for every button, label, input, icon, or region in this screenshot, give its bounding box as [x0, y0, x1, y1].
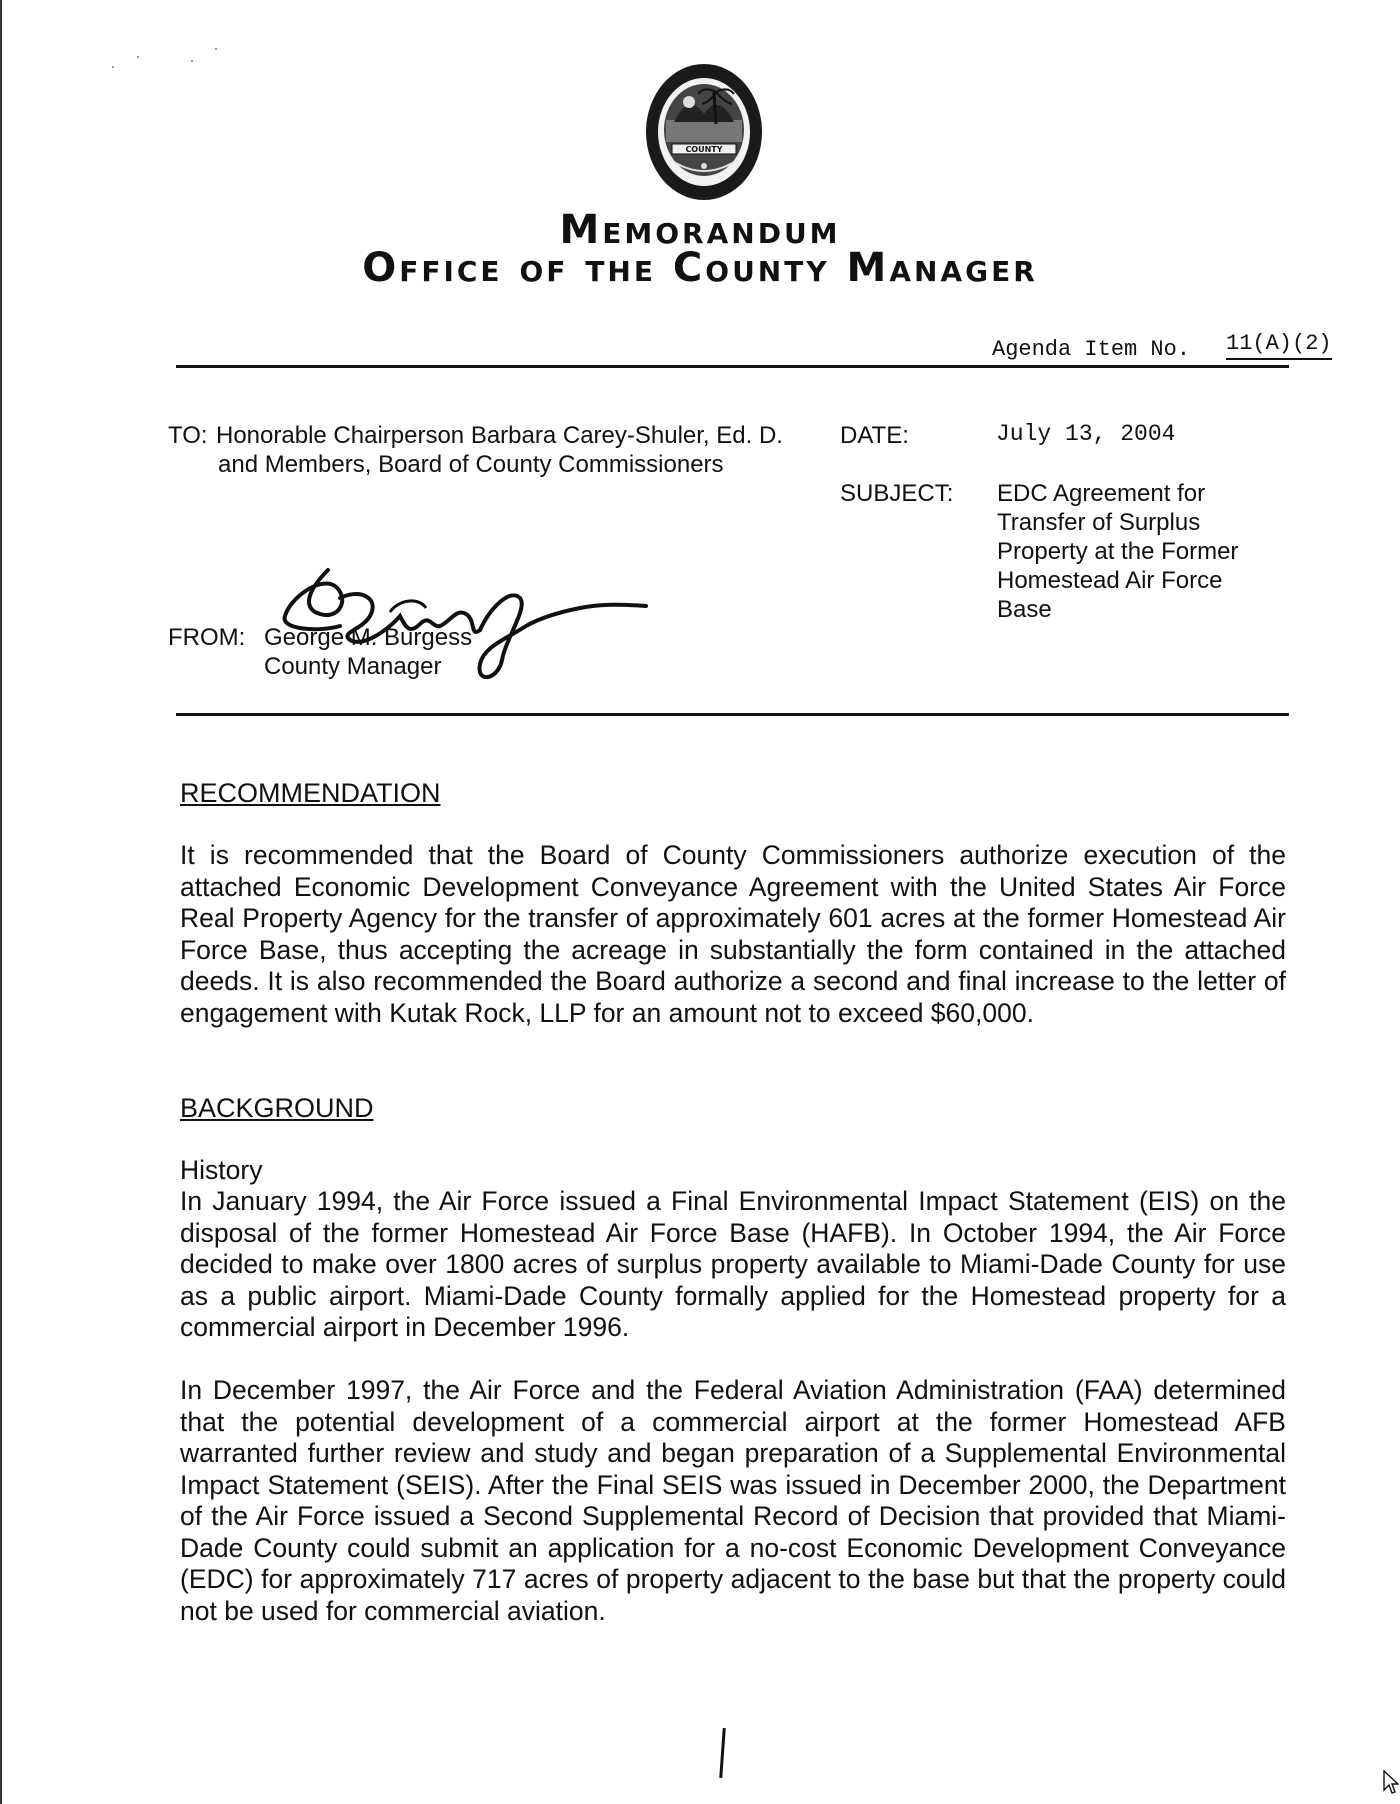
history-paragraph-2: In December 1997, the Air Force and the Federal Aviation Administration (FAA) determined that the potential development of a commercial airport at the former Homestead AFB warranted further review and study and began preparation of a Supplemental Environmental Impact Statement (SEIS). After the Final SEIS was issued in December 2000, the Department of the Air Force issued a Second Supplemental Record of Decision that provided that Miami-Dade County could submit an application for a no-cost Economic Development Conveyance (EDC) for approximately 717 acres of property adjacent to the base but that the property could not be used for commercial aviation. — [180, 1375, 1286, 1626]
handwritten-signature — [280, 568, 650, 688]
from-title: County Manager — [264, 653, 442, 680]
subject-line: Property at the Former — [997, 538, 1239, 565]
background-heading: BACKGROUND — [180, 1093, 374, 1123]
scan-speck — [215, 48, 217, 50]
subject-line: Transfer of Surplus — [997, 509, 1201, 536]
svg-text:COUNTY: COUNTY — [685, 145, 723, 154]
history-subheading: History — [180, 1155, 263, 1185]
subject-line: EDC Agreement for — [997, 480, 1206, 507]
date-label: DATE: — [840, 422, 909, 449]
recommendation-heading: RECOMMENDATION — [180, 778, 441, 808]
from-label: FROM: — [168, 624, 246, 651]
agenda-item-label: Agenda Item No. — [992, 337, 1191, 362]
date-value: July 13, 2004 — [996, 421, 1176, 447]
recommendation-text: It is recommended that the Board of County Commissioners authorize execution of the attached Economic Development Conveyance Agreement with the United States Air Force Real Property Agency for the transfer of approximately 601 acres at the former Homestead Air Force Base, thus accepting the acreage in substantially the form contained in the attached deeds. It is also recommended the Board authorize a second and final increase to the letter of engagement with Kutak Rock, LLP for an amount not to exceed $60,000. — [180, 840, 1286, 1028]
to-recipient-line1: Honorable Chairperson Barbara Carey-Shuler, Ed. D. — [216, 422, 783, 449]
to-label: TO: — [168, 422, 208, 449]
from-name: George M. Burgess — [264, 624, 473, 651]
subject-label: SUBJECT: — [840, 480, 954, 507]
header-divider — [176, 365, 1289, 368]
mouse-cursor-icon — [1383, 1770, 1399, 1796]
page-mark — [719, 1728, 725, 1778]
subject-line: Base — [997, 596, 1052, 623]
subject-line: Homestead Air Force — [997, 567, 1223, 594]
agenda-item-value: 11(A)(2) — [1226, 331, 1332, 360]
memo-title: Memorandum — [559, 207, 841, 253]
header-divider-bottom — [176, 713, 1289, 716]
scan-speck — [191, 60, 193, 62]
scan-speck — [137, 56, 139, 58]
to-recipient-line2: and Members, Board of County Commissioners — [218, 451, 724, 478]
history-paragraph-1: In January 1994, the Air Force issued a Final Environmental Impact Statement (EIS) on the disposal of the former Homestead Air Force Base (HAFB). In October 1994, the Air Force decided to make over 1800 acres of surplus property available to Miami-Dade County for use as a public airport. Miami-Dade County formally applied for the Homestead property for a commercial airport in December 1996. — [180, 1186, 1286, 1342]
office-title: Office of the County Manager — [362, 245, 1038, 291]
county-seal-logo — [644, 62, 764, 202]
scan-speck — [112, 66, 114, 68]
subject-value — [997, 479, 1267, 624]
